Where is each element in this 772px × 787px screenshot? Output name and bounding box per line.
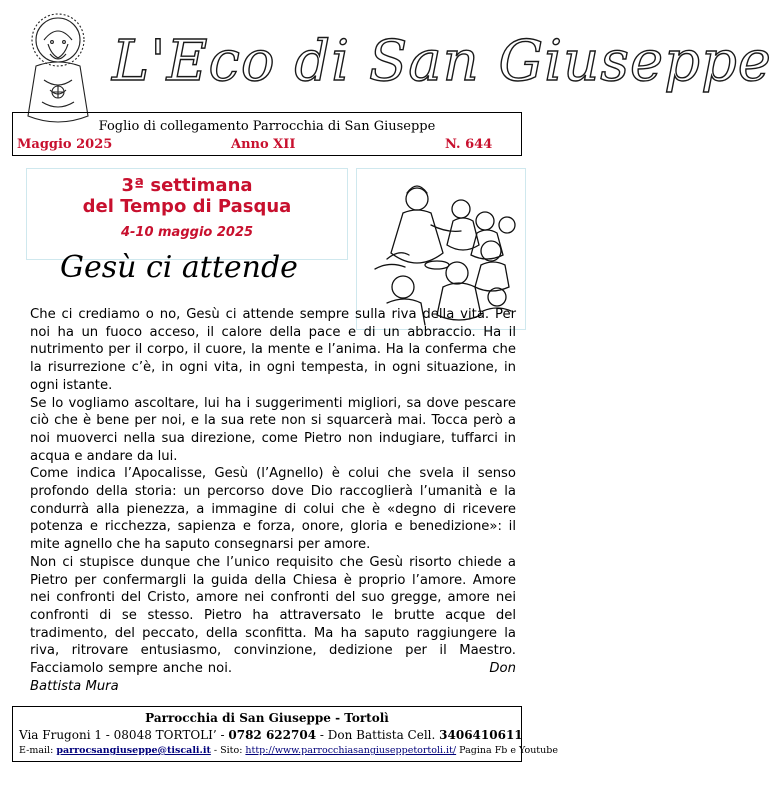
saint-joseph-logo [14,10,102,128]
masthead-title: L'Eco di San Giuseppe [112,29,772,94]
footer-address: Via Frugoni 1 - 08048 TORTOLI’ - [19,728,225,742]
footer-site-label: - Sito: [213,745,243,756]
issue-year: Anno XII [231,137,296,152]
article-paragraph: Come indica l’Apocalisse, Gesù (l’Agnello) è colui che svela il senso profondo della storia: un percorso dove Dio raccoglierà l’umanità e la condurrà alla pienezza, a immagine di colui che è «degno di ricevere potenza e ricchezza, sapienza e forza, onore, gloria e benedizione»: il mite agnello che ha saputo consegnarsi per amore. [30,466,516,553]
footer-parish-name: Parrocchia di San Giuseppe - Tortolì [145,711,389,725]
article-title: Gesù ci attende [60,250,298,285]
footer-social: Pagina Fb e Youtube [459,745,558,756]
article-paragraph-text: Non ci stupisce dunque che l’unico requisito che Gesù risorto chiede a Pietro per confermargli la guida della Chiesa è proprio l’amore. Amore nei confronti del Cristo, amore nei confronti del suo gregge, amore nei confronti di se stesso. Pietro ha attraversato le brutte acque del tradimento, del peccato, della sconfitta. Ma ha saputo raggiungere la riva, ritrovare entusiasmo, convinzione, dedizione per il Maestro. Facciamolo sempre anche noi. [30,554,516,677]
article-body [30,306,516,695]
week-line-2: del Tempo di Pasqua [82,196,292,217]
footer-address-line [19,728,523,742]
footer-email-link[interactable]: parrocsangiuseppe@tiscali.it [56,745,211,756]
article-paragraph: Che ci crediamo o no, Gesù ci attende sempre sulla riva della vita. Per noi ha un fuoco acceso, il calore della pace e di un abbraccio. Ha il nutrimento per il corpo, il cuore, la mente e l’anima. Ha la conferma che la risurrezione c’è, in ogni vita, in ogni tempesta, in ogni situazione, in ogni istante. [30,307,516,393]
footer-email-label: E-mail: [19,745,54,756]
issue-number: N. 644 [445,137,493,152]
article-paragraph: Se lo vogliamo ascoltare, lui ha i suggerimenti migliori, sa dove pescare ciò che è bene per noi, e la sua rete non si squarcerà mai. Tocca però a noi muoverci nella sua direzione, come Pietro non indugiare, tuffarci in acqua e andare da lui. [30,395,516,464]
newsletter-subtitle: Foglio di collegamento Parrocchia di San Giuseppe [98,119,436,134]
week-dates: 4-10 maggio 2025 [120,225,254,240]
footer-site-link[interactable]: http://www.parrocchiasangiuseppetortoli.it/ [245,745,457,756]
issue-month: Maggio 2025 [17,137,113,152]
footer-phone: 0782 622704 [228,728,317,742]
footer-cell: 3406410611 [439,728,523,742]
week-line-1: 3ª settimana [121,175,253,196]
parish-footer [12,706,558,762]
footer-priest: - Don Battista Cell. [319,728,436,742]
liturgical-week-title [27,175,347,217]
article-paragraph-last [30,554,516,696]
liturgical-week-box [26,168,348,260]
header-info-box [12,112,522,156]
footer-contacts-line [19,745,558,756]
article-signature: Don Battista Mura [30,661,516,694]
